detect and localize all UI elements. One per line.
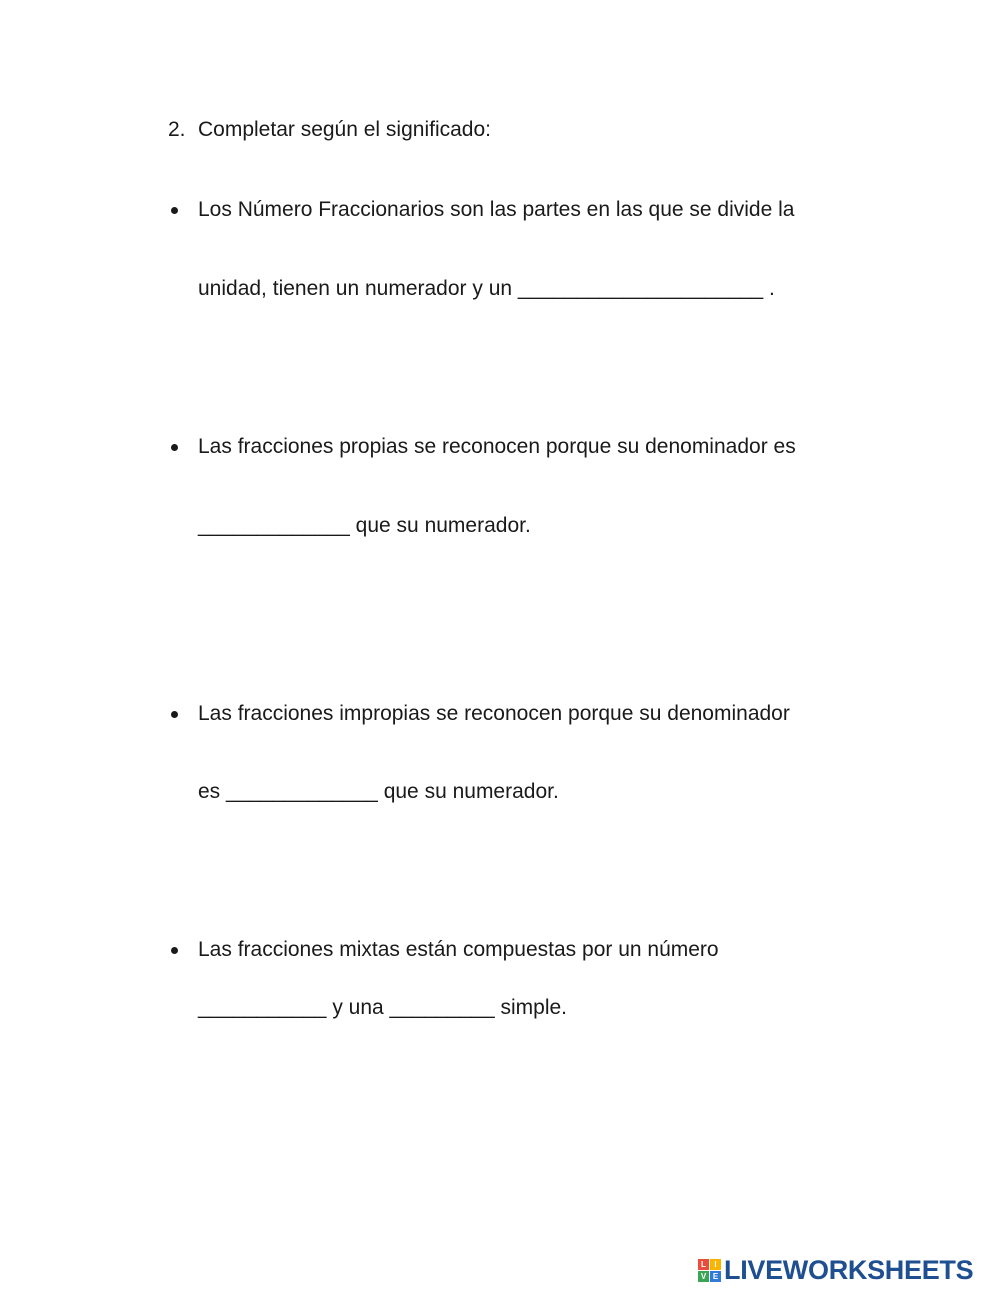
logo-block: E — [710, 1271, 721, 1282]
answer-blank[interactable]: ___________ — [198, 996, 327, 1019]
question-number: 2. — [168, 118, 186, 141]
item-text: Las fracciones propias se reconocen porque su denominador es — [198, 435, 796, 458]
item-text: y una — [326, 996, 390, 1019]
bullet-icon — [171, 444, 178, 451]
answer-blank[interactable]: _____________ — [198, 514, 350, 537]
item-text: que su numerador. — [377, 780, 559, 803]
bullet-icon — [171, 947, 178, 954]
liveworksheets-logo — [698, 1256, 973, 1284]
logo-block: I — [710, 1259, 721, 1270]
item-text: es — [198, 780, 227, 803]
answer-blank[interactable]: _____________________ — [517, 277, 764, 300]
item-text: Las fracciones mixtas están compuestas por un número — [198, 938, 719, 961]
item-text: simple. — [494, 996, 568, 1019]
item-text: Las fracciones impropias se reconocen porque su denominador — [198, 702, 790, 725]
item-text: Los Número Fraccionarios son las partes en las que se divide la — [198, 198, 795, 221]
item-text: . — [763, 277, 775, 300]
question-title: Completar según el significado: — [198, 118, 491, 141]
bullet-icon — [171, 207, 178, 214]
logo-blocks-icon — [698, 1259, 721, 1282]
answer-blank[interactable]: _________ — [389, 996, 495, 1019]
logo-block: V — [698, 1271, 709, 1282]
answer-blank[interactable]: _____________ — [226, 780, 378, 803]
item-text: unidad, tienen un numerador y un — [198, 277, 518, 300]
item-text: que su numerador. — [349, 514, 531, 537]
logo-block: L — [698, 1259, 709, 1270]
logo-text: LIVEWORKSHEETS — [724, 1254, 974, 1285]
bullet-icon — [171, 711, 178, 718]
